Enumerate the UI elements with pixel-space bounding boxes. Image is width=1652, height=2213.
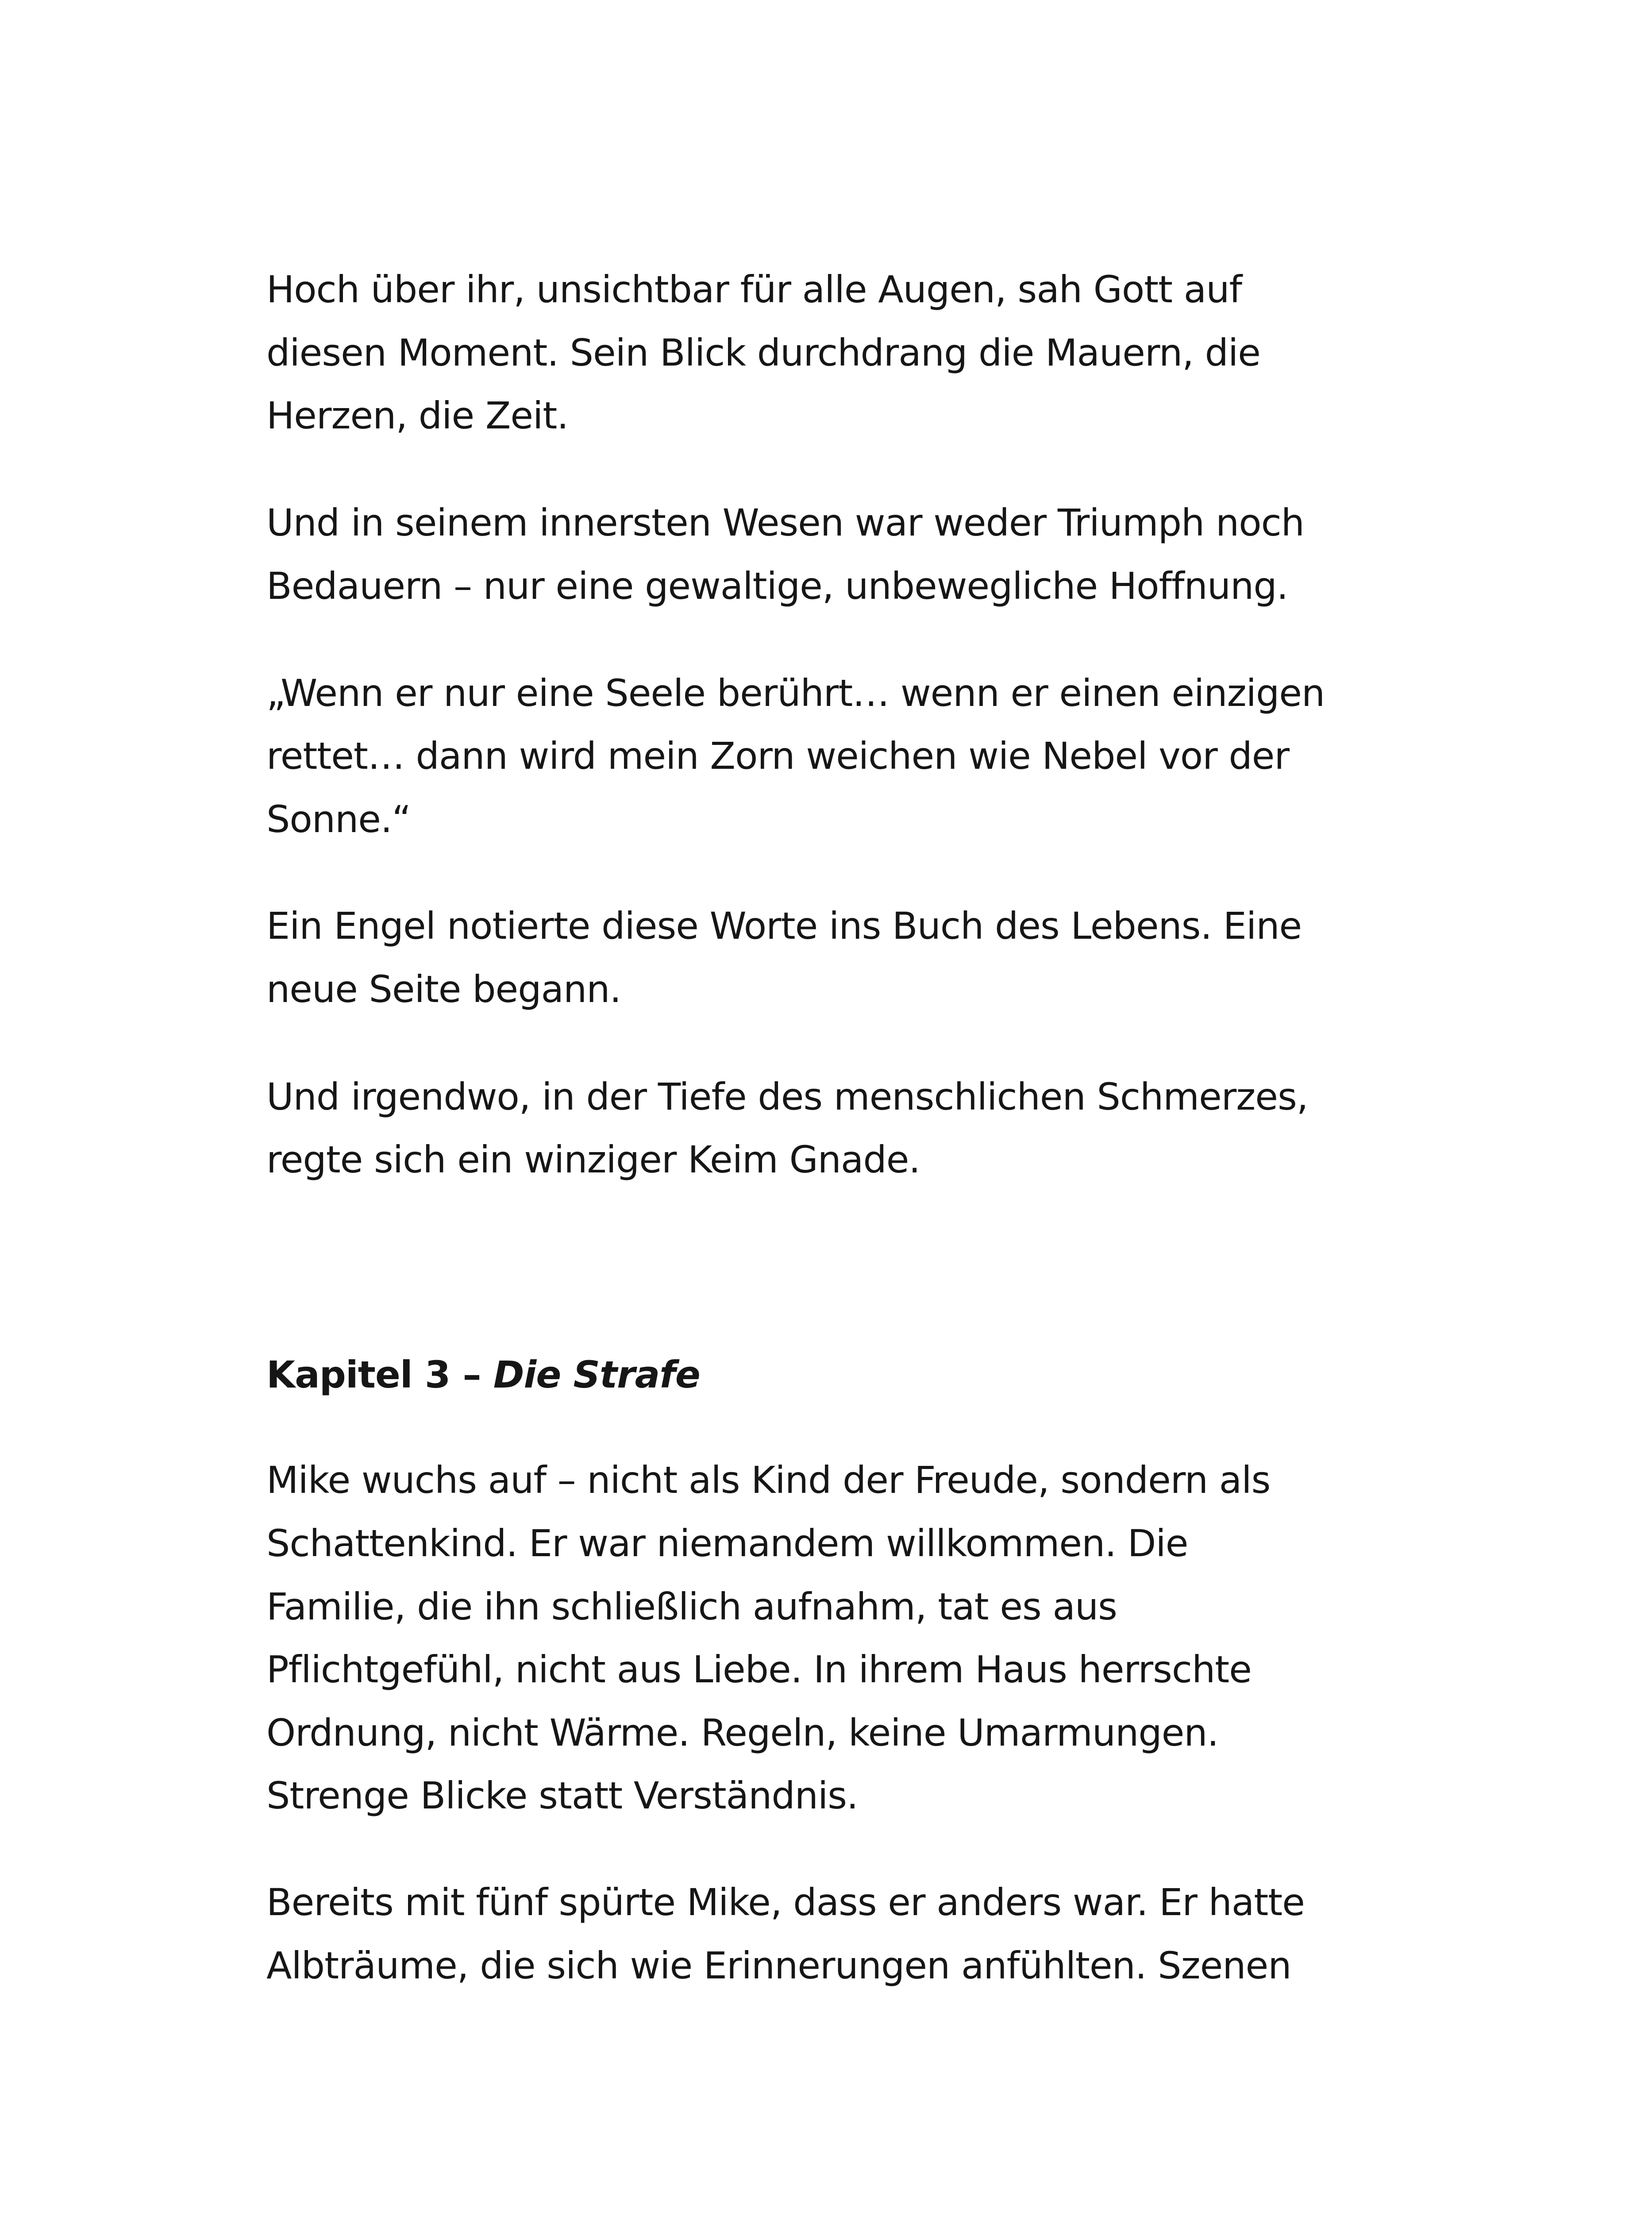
paragraph-3-line-2: rettet… dann wird mein Zorn weichen wie Nebel vor der: [266, 734, 1289, 778]
chapter-paragraph-1-line-5: Ordnung, nicht Wärme. Regeln, keine Umarmungen.: [266, 1711, 1219, 1754]
paragraph-3-line-3: Sonne.“: [266, 798, 411, 841]
paragraph-1-line-1: Hoch über ihr, unsichtbar für alle Augen, sah Gott auf: [266, 268, 1242, 311]
paragraph-3-line-1: „Wenn er nur eine Seele berührt… wenn er einen einzigen: [266, 671, 1325, 715]
paragraph-5-line-1: Und irgendwo, in der Tiefe des menschlichen Schmerzes,: [266, 1075, 1308, 1118]
paragraph-5-line-2: regte sich ein winziger Keim Gnade.: [266, 1138, 920, 1181]
chapter-paragraph-1-line-1: Mike wuchs auf – nicht als Kind der Freude, sondern als: [266, 1458, 1271, 1502]
chapter-title: Die Strafe: [493, 1353, 700, 1396]
chapter-paragraph-1-line-3: Familie, die ihn schließlich aufnahm, tat es aus: [266, 1585, 1117, 1628]
chapter-paragraph-2-line-2: Albträume, die sich wie Erinnerungen anfühlten. Szenen: [266, 1944, 1291, 1987]
chapter-paragraph-1-line-2: Schattenkind. Er war niemandem willkommen. Die: [266, 1522, 1188, 1565]
paragraph-4-line-1: Ein Engel notierte diese Worte ins Buch des Lebens. Eine: [266, 904, 1302, 948]
chapter-heading: [266, 1353, 700, 1396]
paragraph-2-line-2: Bedauern – nur eine gewaltige, unbewegliche Hoffnung.: [266, 564, 1288, 608]
chapter-paragraph-1-line-4: Pflichtgefühl, nicht aus Liebe. In ihrem Haus herrschte: [266, 1648, 1252, 1691]
paragraph-2-line-1: Und in seinem innersten Wesen war weder Triumph noch: [266, 501, 1305, 544]
chapter-paragraph-2-line-1: Bereits mit fünf spürte Mike, dass er anders war. Er hatte: [266, 1881, 1305, 1924]
paragraph-1-line-2: diesen Moment. Sein Blick durchdrang die Mauern, die: [266, 331, 1260, 374]
chapter-label: Kapitel 3 –: [266, 1353, 493, 1396]
paragraph-4-line-2: neue Seite begann.: [266, 968, 621, 1011]
chapter-paragraph-1-line-6: Strenge Blicke statt Verständnis.: [266, 1774, 858, 1817]
paragraph-1-line-3: Herzen, die Zeit.: [266, 394, 569, 437]
